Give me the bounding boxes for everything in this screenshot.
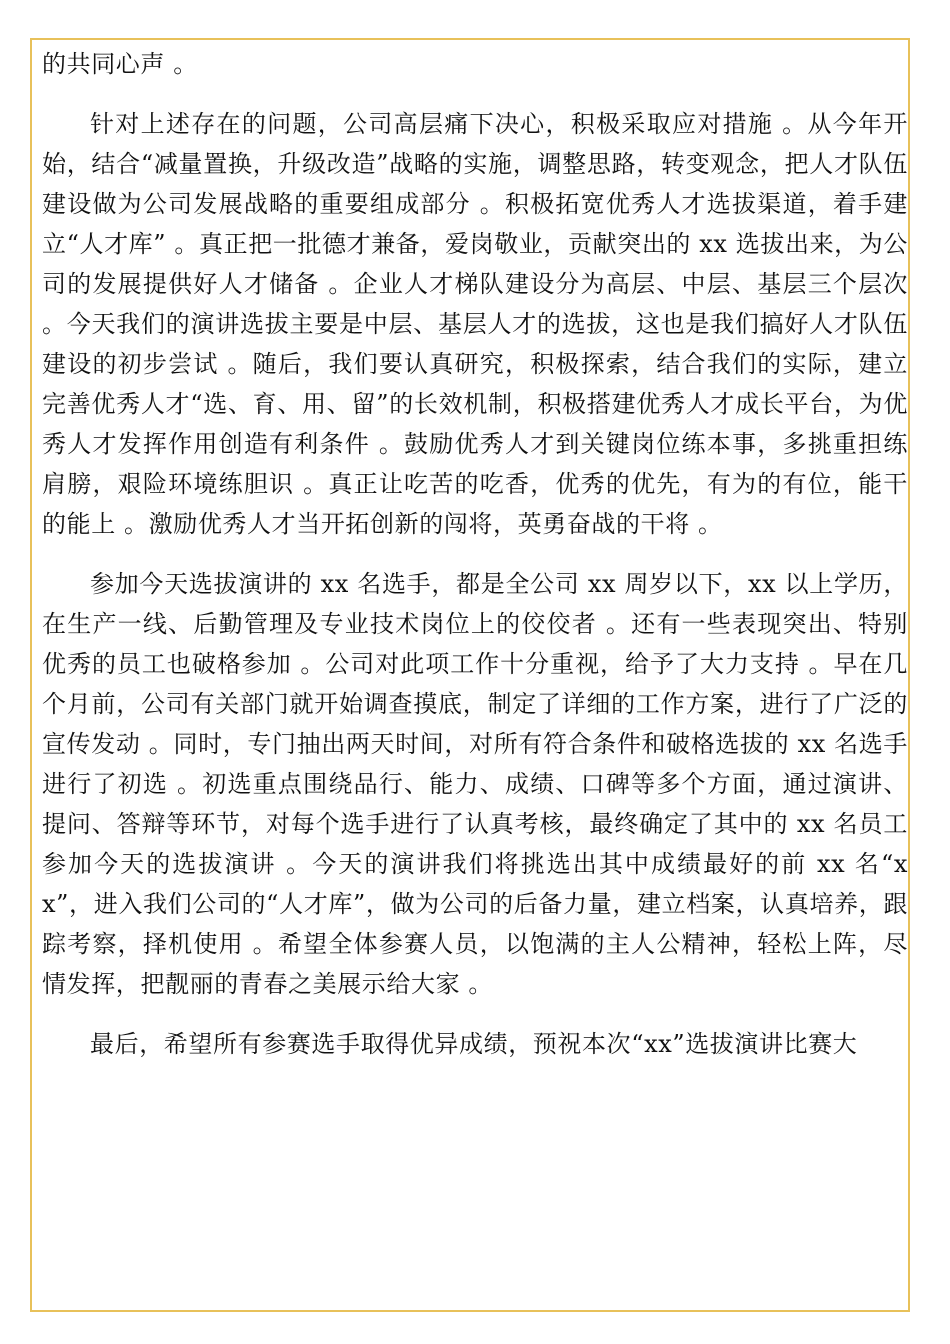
paragraph-gap	[42, 84, 908, 104]
paragraph-gap	[42, 1004, 908, 1024]
document-body	[42, 44, 908, 1064]
paragraph-closing: 最后，希望所有参赛选手取得优异成绩，预祝本次“xx”选拔演讲比赛大	[90, 1030, 858, 1058]
paragraph-contestants: 参加今天选拔演讲的 xx 名选手，都是全公司 xx 周岁以下，xx 以上学历，在生产一线、后勤管理及专业技术岗位上的佼佼者 。还有一些表现突出、特别优秀的员工也破格参加 。公司对此项工作十分重视，给予了大力支持 。早在几个月前，公司有关部门就开始调查摸底，制定了详细的工作方案，进行了广泛的宣传发动 。同时，专门抽出两天时间，对所有符合条件和破格选拔的 xx 名选手进行了初选 。初选重点围绕品行、能力、成绩、口碑等多个方面，通过演讲、提问、答辩等环节，对每个选手进行了认真考核，最终确定了其中的 xx 名员工参加今天的选拔演讲 。今天的演讲我们将挑选出其中成绩最好的前 xx 名“xx”，进入我们公司的“人才库”，做为公司的后备力量，建立档案，认真培养，跟踪考察，择机使用 。希望全体参赛人员，以饱满的主人公精神，轻松上阵，尽情发挥，把靓丽的青春之美展示给大家 。	[42, 570, 908, 998]
paragraph-continuation: 的共同心声 。	[42, 50, 198, 78]
paragraph-gap	[42, 544, 908, 564]
paragraph-talent-measures: 针对上述存在的问题，公司高层痛下决心，积极采取应对措施 。从今年开始，结合“减量置换，升级改造”战略的实施，调整思路，转变观念，把人才队伍建设做为公司发展战略的重要组成部分 。积极拓宽优秀人才选拔渠道，着手建立“人才库” 。真正把一批德才兼备，爱岗敬业，贡献突出的 xx 选拔出来，为公司的发展提供好人才储备 。企业人才梯队建设分为高层、中层、基层三个层次 。今天我们的演讲选拔主要是中层、基层人才的选拔，这也是我们搞好人才队伍建设的初步尝试 。随后，我们要认真研究，积极探索，结合我们的实际，建立完善优秀人才“选、育、用、留”的长效机制，积极搭建优秀人才成长平台，为优秀人才发挥作用创造有利条件 。鼓励优秀人才到关键岗位练本事，多挑重担练肩膀，艰险环境练胆识 。真正让吃苦的吃香，优秀的优先，有为的有位，能干的能上 。激励优秀人才当开拓创新的闯将，英勇奋战的干将 。	[42, 110, 908, 538]
